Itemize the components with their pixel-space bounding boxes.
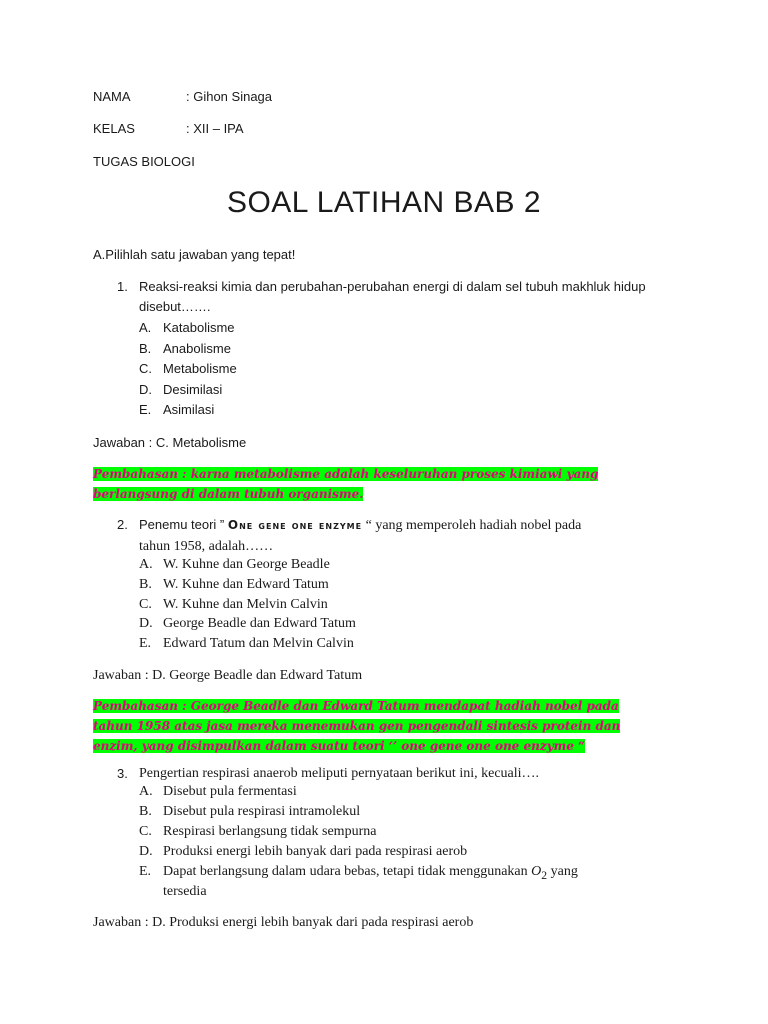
question-2-text: Penemu teori ” One gene one enzyme “ yang memperoleh hadiah nobel pada	[139, 517, 582, 533]
question-1-text: Reaksi-reaksi kimia dan perubahan-perubahan energi di dalam sel tubuh makhluk hidup disebut…….	[139, 279, 646, 314]
question-2-number: 2.	[117, 517, 128, 532]
question-1-number: 1.	[117, 279, 128, 294]
instruction: A.Pilihlah satu jawaban yang tepat!	[93, 247, 296, 262]
class-value: : XII – IPA	[186, 121, 244, 136]
question-3-option-b: B. Disebut pula respirasi intramolekul	[139, 804, 361, 819]
question-1-option-b: B. Anabolisme	[139, 341, 231, 356]
question-3-number: 3.	[117, 766, 128, 781]
question-2-answer: Jawaban : D. George Beadle dan Edward Tatum	[93, 668, 363, 683]
question-3-text: Pengertian respirasi anaerob meliputi pernyataan berikut ini, kecuali….	[139, 766, 540, 781]
question-3-option-d: D. Produksi energi lebih banyak dari pada respirasi aerob	[139, 844, 468, 859]
name-value: : Gihon Sinaga	[186, 89, 273, 104]
question-2-text-line2: tahun 1958, adalah……	[139, 539, 274, 554]
question-1-discussion: Pembahasan : karna metabolisme adalah keseluruhan proses kimiawi yang berlangsung di dalam tubuh organisme.	[93, 467, 599, 501]
question-1-option-d: D. Desimilasi	[139, 382, 223, 397]
question-2-option-e: E. Edward Tatum dan Melvin Calvin	[139, 636, 354, 651]
question-3-option-c: C. Respirasi berlangsung tidak sempurna	[139, 824, 377, 839]
oxygen-formula: O	[531, 864, 542, 879]
question-3-answer: Jawaban : D. Produksi energi lebih banyak dari pada respirasi aerob	[93, 915, 474, 930]
page-title: SOAL LATIHAN BAB 2	[226, 186, 542, 219]
question-3-option-e: E. Dapat berlangsung dalam udara bebas, tetapi tidak menggunakan $O_2$ yang	[139, 864, 578, 882]
question-2-option-d: D. George Beadle dan Edward Tatum	[139, 616, 356, 631]
theory-name: One gene one enzyme	[227, 518, 363, 532]
question-3-option-a: A. Disebut pula fermentasi	[139, 784, 297, 799]
question-1-answer: Jawaban : C. Metabolisme	[93, 435, 247, 450]
name-label: NAMA	[93, 89, 131, 104]
question-1-option-e: E. Asimilasi	[139, 402, 215, 417]
question-1-option-c: C. Metabolisme	[139, 361, 237, 376]
question-2-option-a: A. W. Kuhne dan George Beadle	[139, 557, 330, 572]
class-label: KELAS	[93, 121, 135, 136]
question-1-option-a: A. Katabolisme	[139, 320, 235, 335]
question-2-option-c: C. W. Kuhne dan Melvin Calvin	[139, 597, 328, 612]
question-3-option-e-line2: tersedia	[163, 884, 207, 899]
oxygen-subscript: 2	[541, 868, 548, 882]
question-2-option-b: B. W. Kuhne dan Edward Tatum	[139, 577, 329, 592]
assignment-label: TUGAS BIOLOGI	[93, 154, 195, 169]
question-2-discussion: Pembahasan : George Beadle dan Edward Tatum mendapat hadiah nobel pada tahun 1958 atas jasa mereka menemukan gen pengendali sintesis protein dan enzim, yang disimpulkan dalam suatu teori ‘’ one gene one one enzyme “	[93, 699, 621, 753]
